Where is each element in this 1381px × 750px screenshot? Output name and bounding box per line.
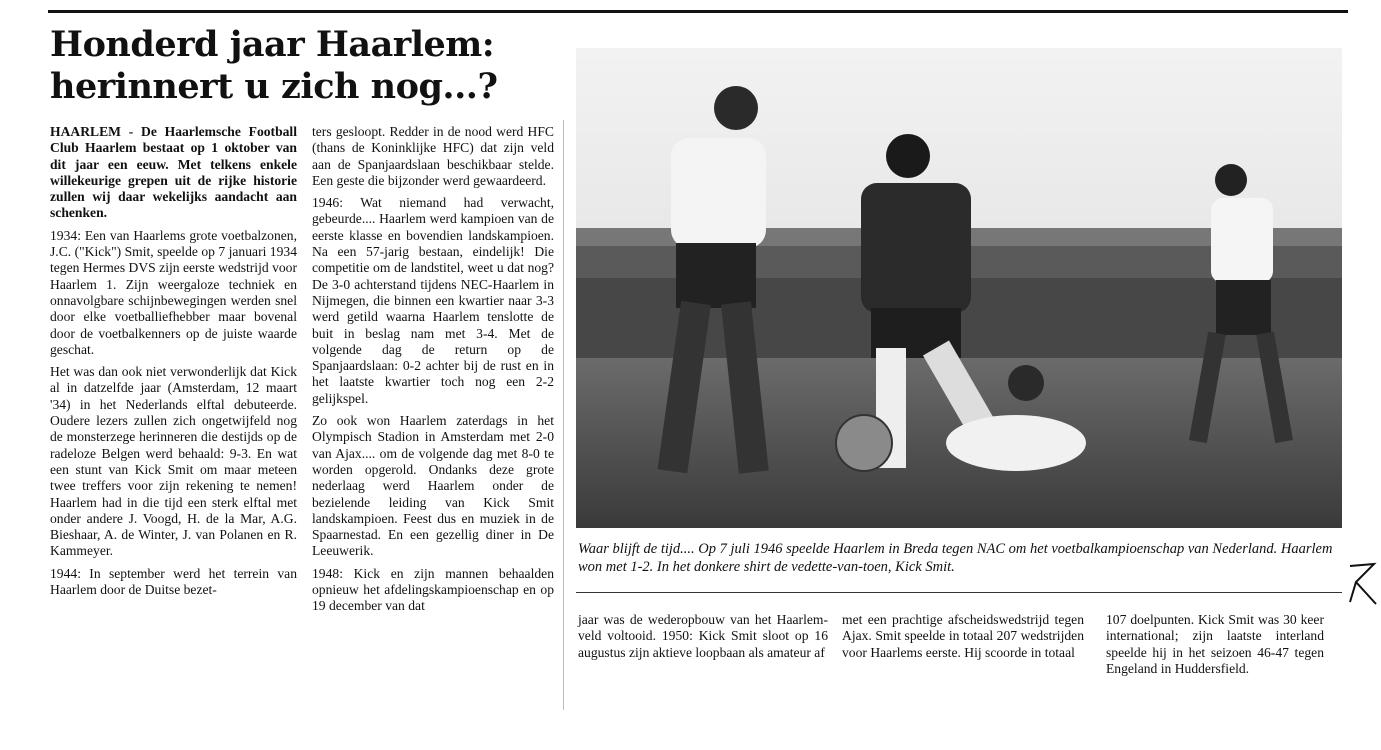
- bottom-column-1: [578, 612, 828, 661]
- bottom-paragraph-2: met een prachtige afscheidswedstrijd tegen Ajax. Smit speelde in totaal 207 wedstrijden voor Haarlems eerste. Hij scoorde in totaal: [842, 612, 1084, 660]
- bottom-column-2: [842, 612, 1084, 661]
- match-photo: [576, 48, 1342, 528]
- paragraph-1948: 1948: Kick en zijn mannen behaalden opnieuw het afdelingskampioenschap en op 19 december van dat: [312, 565, 554, 614]
- intro-paragraph: HAARLEM - De Haarlemsche Football Club Haarlem bestaat op 1 oktober van dit jaar een eeuw. Met telkens enkele willekeurige grepen uit de rijke historie zullen wij daar wekelijks aandacht aan schenken.: [50, 124, 297, 221]
- top-rule: [48, 10, 1348, 13]
- handwritten-mark-icon: [1346, 560, 1380, 608]
- photo-caption: Waar blijft de tijd.... Op 7 juli 1946 speelde Haarlem in Breda tegen NAC om het voetbalkampioenschap van Nederland. Haarlem won met 1-2. In het donkere shirt de vedette-van-toen, Kick Smit.: [578, 541, 1333, 575]
- paragraph-1946: 1946: Wat niemand had verwacht, gebeurde.... Haarlem werd kampioen van de eerste klasse en bovendien landskampioen. Na een 57-jarig bestaan, eindelijk! Die competitie om de landstitel, weet u dat nog? De 3-0 achterstand tijdens NEC-Haarlem in Nijmegen, die binnen een kwartier naar 3-3 werd getild waarna Haarlem tenslotte de buit in beslag nam met 3-4. Met de volgende dag de return op de Spanjaardslaan: 0-2 achter bij de rust en in het laatste kwartier toch nog een 2-2 gelijkspel.: [312, 195, 554, 406]
- article-column-2: [312, 124, 554, 615]
- column-divider: [563, 120, 564, 710]
- paragraph-ajax: Zo ook won Haarlem zaterdags in het Olympisch Stadion in Amsterdam met 2-0 van Ajax.... om de volgende dag met 8-0 te worden opgerold. Ondanks deze grote nederlaag werd Haarlem onder de bezielende leiding van Kick Smit landskampioen. Feest dus en muziek in de Spaarnestad. En een gezellig diner in De Leeuwerik.: [312, 413, 554, 559]
- bottom-paragraph-3: 107 doelpunten. Kick Smit was 30 keer international; zijn laatste interland speelde hij in het seizoen 46-47 tegen Engeland in Huddersfield.: [1106, 612, 1324, 676]
- article-column-1: [50, 124, 297, 598]
- caption-rule: [576, 592, 1342, 593]
- football: [836, 415, 892, 471]
- paragraph-hfc: ters gesloopt. Redder in de nood werd HFC (thans de Koninklijke HFC) dat zijn veld aan de Spanjaardslaan beschikbaar stelde. Een geste die bijzonder werd gewaardeerd.: [312, 124, 554, 188]
- headline: Honderd jaar Haarlem: herinnert u zich nog...?: [50, 24, 498, 107]
- paragraph-debut: Het was dan ook niet verwonderlijk dat Kick al in datzelfde jaar (Amsterdam, 12 maart '34) in het Nederlands elftal debuteerde. Oudere lezers zullen zich ongetwijfeld nog de monsterzege herinneren die destijds op de radeloze Belgen werd behaald: 9-3. En wat een stunt van Kick Smit om maar meteen twee treffers voor zijn rekening te nemen! Haarlem had in die tijd een sterk elftal met onder andere J. Voogd, H. de la Mar, A.G. Bieshaar, A. de Winter, J. van Polanen en R. Kammeyer.: [50, 364, 297, 559]
- paragraph-1934: 1934: Een van Haarlems grote voetbalzonen, J.C. ("Kick") Smit, speelde op 7 januari 1934 tegen Hermes DVS zijn eerste wedstrijd voor Haarlem 1. Zijn weergaloze techniek en onnavolgbare schijnbewegingen werden snel door elke voetballiefhebber maar bovenal door de voetbalkenners op de juiste waarde geschat.: [50, 227, 297, 357]
- bottom-column-3: [1106, 612, 1324, 677]
- bottom-paragraph-1: jaar was de wederopbouw van het Haarlem-veld voltooid. 1950: Kick Smit sloot op 16 augustus zijn aktieve loopbaan als amateur af: [578, 612, 828, 660]
- paragraph-1944: 1944: In september werd het terrein van Haarlem door de Duitse bezet-: [50, 565, 297, 598]
